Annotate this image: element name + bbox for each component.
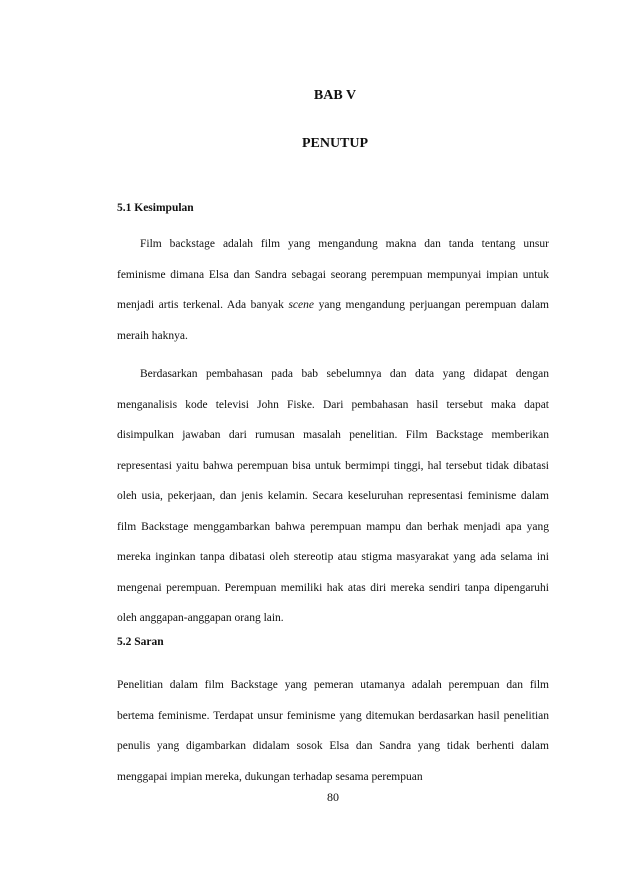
chapter-label: BAB V bbox=[313, 88, 357, 103]
conclusion-paragraph-2 bbox=[117, 359, 549, 634]
conclusion-paragraph-1-italic: scene bbox=[288, 299, 314, 311]
conclusion-paragraph-1-text-b: yang mengandung perjuangan perempuan dalam meraih haknya. bbox=[117, 299, 549, 342]
conclusion-paragraph-1-text-a: Film backstage adalah film yang mengandung makna dan tanda tentang unsur feminisme dimana Elsa dan Sandra sebagai seorang perempuan mempunyai impian untuk menjadi artis terkenal. Ada banyak bbox=[117, 238, 549, 311]
suggestion-paragraph-1 bbox=[117, 670, 549, 792]
suggestion-paragraph-1-text: Penelitian dalam film Backstage yang pemeran utamanya adalah perempuan dan film bertema feminisme. Terdapat unsur feminisme yang ditemukan berdasarkan hasil penelitian penulis yang digambarkan didalam sosok Elsa dan Sandra yang tidak berhenti dalam menggapai impian mereka, dukungan terhadap sesama perempuan bbox=[117, 679, 549, 783]
chapter-title: PENUTUP bbox=[301, 136, 369, 151]
conclusion-paragraph-2-text: Berdasarkan pembahasan pada bab sebelumnya dan data yang didapat dengan menganalisis kode televisi John Fiske. Dari pembahasan hasil tersebut maka dapat disimpulkan jawaban dari rumusan masalah penelitian. Film Backstage memberikan representasi yaitu bahwa perempuan bisa untuk bermimpi tinggi, hal tersebut tidak dibatasi oleh usia, pekerjaan, dan jenis kelamin. Secara keseluruhan representasi feminisme dalam film Backstage menggambarkan bahwa perempuan mampu dan berhak menjadi apa yang mereka inginkan tanpa dibatasi oleh stereotip atau stigma masyarakat yang ada selama ini mengenai perempuan. Perempuan memiliki hak atas diri mereka sendiri tanpa dipengaruhi oleh anggapan-anggapan orang lain. bbox=[117, 368, 549, 624]
page-number: 80 bbox=[327, 790, 339, 804]
section-heading-conclusion: 5.1 Kesimpulan bbox=[117, 202, 194, 214]
section-heading-suggestion: 5.2 Saran bbox=[117, 636, 164, 648]
conclusion-paragraph-1 bbox=[117, 229, 549, 351]
